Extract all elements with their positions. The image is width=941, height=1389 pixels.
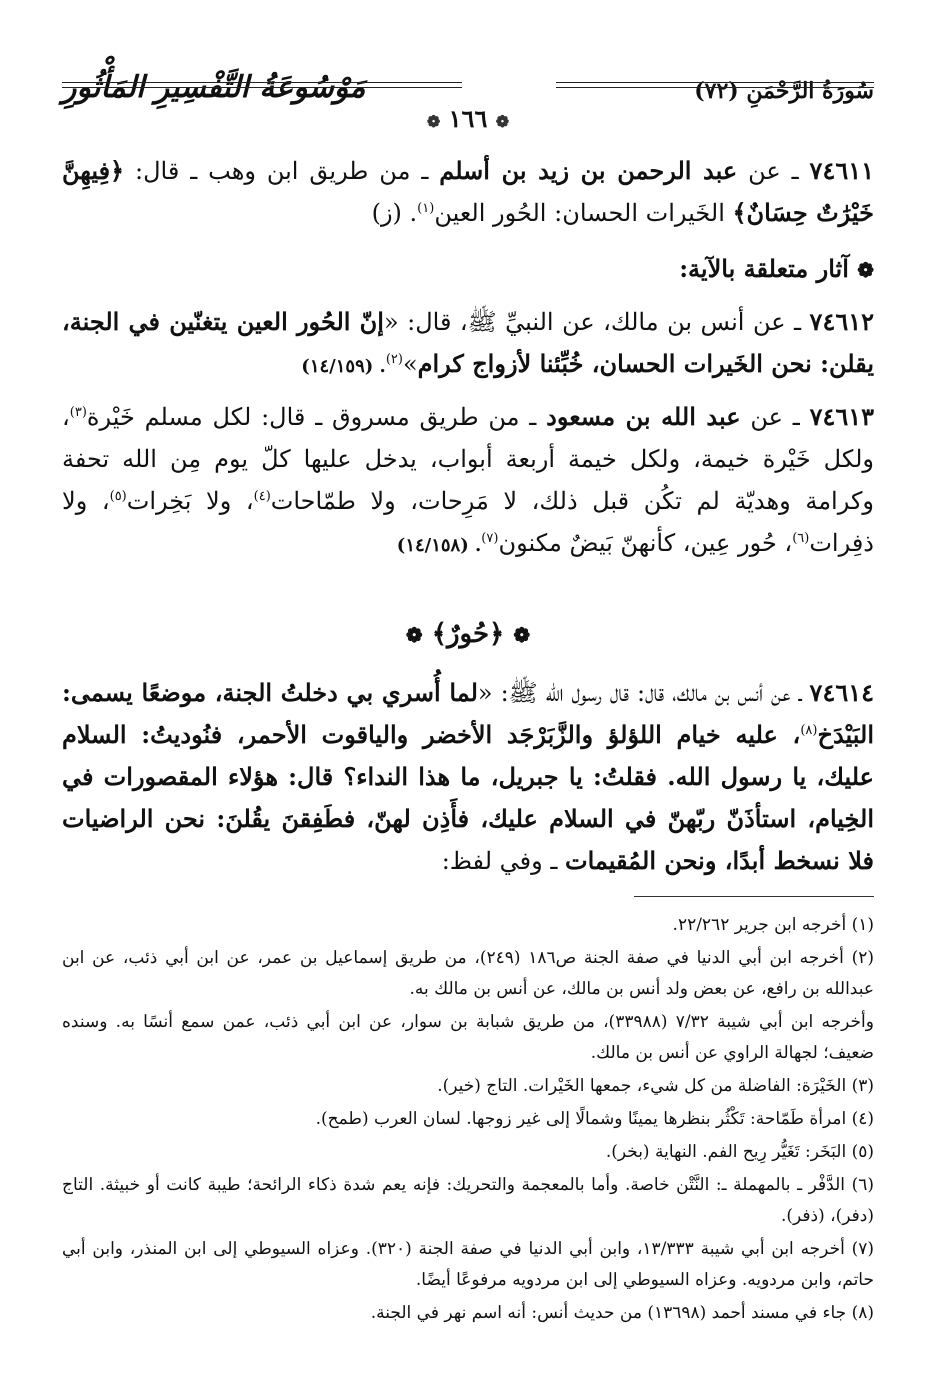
text: ـ من طريق مسروق ـ قال: لكل مسلم خَيْرة: [86, 403, 547, 431]
narration-number: ٧٤٦١٤: [809, 678, 874, 707]
text: . (ز): [371, 199, 418, 227]
narration-74611: [62, 150, 874, 234]
footnote-marker: (١): [417, 201, 435, 216]
text: ـ عن: [740, 403, 810, 431]
narration-number: ٧٤٦١٣: [809, 402, 875, 431]
ornament-icon: ❁: [405, 623, 423, 647]
divider-word: ﴿حُورٌ﴾: [431, 619, 505, 649]
narrator-name: عبد الله بن مسعود: [546, 402, 741, 431]
text: ـ عن: [737, 157, 810, 185]
surah-title: سُورَةُ الرَّحْمَنِ (٧٢): [694, 78, 874, 104]
footnote: (٣) الخَيْرَة: الفاضلة من كل شيء، جمعها الخَيْرات. التاج (خير).: [437, 1076, 874, 1096]
text: ـ وفي لفظ:: [441, 847, 565, 875]
footnote: (٨) جاء في مسند أحمد (١٣٦٩٨) من حديث أنس: أنه اسم نهر في الجنة.: [370, 1303, 874, 1323]
narration-number: ٧٤٦١٢: [809, 307, 874, 336]
footnote-marker: (٤): [253, 489, 271, 504]
book-title: مَوْسُوعَةُ التَّفْسِيرِ المَأْثُورِ: [62, 70, 366, 105]
page-header: [62, 70, 874, 133]
ornament-icon: ❁: [857, 258, 874, 282]
footnote-marker: (٢): [385, 352, 403, 367]
volume-reference: . (١٤/١٥٨): [396, 535, 482, 556]
quran-verse: ﴿فِيهِنَّ خَيْرَٰتٌ حِسَانٌ﴾: [62, 156, 874, 227]
hadith-text: لما أُسري بي دخلتُ الجنة، موضعًا يسمى: البَيْدَخ: [62, 678, 875, 749]
footnote-separator: [634, 896, 874, 897]
narration-74612: [62, 301, 874, 388]
footnote-marker: (٨): [800, 723, 818, 738]
text: ـ من طريق ابن وهب ـ قال:: [124, 157, 440, 185]
footnote: (٦) الدَّفْر ـ بالمهملة ـ: النَّتْن خاصة. وأما بالمعجمة والتحريك: فإنه يعم شدة ذكاء الرائحة؛ طيبة كانت أو خبيثة. التاج (دفر)، (ذفر).: [62, 1175, 874, 1226]
footnote: (٧) أخرجه ابن أبي شيبة ١٣/٣٣٣، وابن أبي الدنيا في صفة الجنة (٣٢٠). وعزاه السيوطي إلى ابن المنذر، وابن أبي حاتم، وابن مردويه. وعزاه السيوطي إلى ابن مردويه مرفوعًا أيضًا.: [62, 1239, 874, 1290]
footnote-marker: (٣): [69, 405, 87, 420]
text: ، حُور عِين، كأنهنّ بَيضٌ مكنون: [498, 529, 793, 557]
text: الخَيرات الحسان: الحُور العين: [434, 199, 733, 227]
narration-74614: [62, 672, 874, 882]
narration-74613: [62, 396, 874, 567]
footnotes: [62, 910, 874, 1331]
header-rule-right: [556, 82, 874, 88]
text: ، ولا بَخِرات: [126, 487, 254, 515]
ornament-icon: ❁: [495, 112, 510, 131]
footnote: وأخرجه ابن أبي شيبة ٧/٣٢ (٣٣٩٨٨)، من طريق شبابة بن سوار، عن ابن أبي ذئب، عمن سمع أنسًا به. وسنده ضعيف؛ لجهالة الراوي عن أنس بن مالك.: [62, 1012, 874, 1063]
footnote: (٤) امرأة طَمّاحة: تَكْثُر بنظرها يمينًا وشمالًا إلى غير زوجها. لسان العرب (طمح).: [315, 1109, 874, 1129]
page-number: ١٦٦: [448, 104, 488, 133]
main-text: [62, 150, 874, 890]
text: »: [402, 350, 418, 378]
book-page: [62, 70, 874, 1370]
volume-reference: . (١٤/١٥٩): [301, 356, 386, 377]
page-number-box: [417, 104, 519, 133]
footnote: (٢) أخرجه ابن أبي الدنيا في صفة الجنة ص١٨٦ (٢٤٩)، من طريق إسماعيل بن عمر، عن ابن أبي ذئب، عن ابن عبدالله بن رافع، عن بعض ولد أنس بن مالك، عن أنس بن مالك به.: [62, 948, 874, 999]
hadith-text: إنّ الحُور العين يتغنّين في الجنة، يقلن: نحن الخَيرات الحسان، خُبِّئنا لأزواج كرام: [62, 307, 874, 378]
narration-number: ٧٤٦١١: [809, 156, 874, 185]
header-rule-left: [62, 82, 462, 88]
footnote-marker: (٥): [109, 489, 127, 504]
footnote: (١) أخرجه ابن جرير ٢٢/٢٦٢.: [672, 915, 874, 935]
hadith-text: ، عليه خيام اللؤلؤ والزَّبَرْجَد الأخضر والياقوت الأحمر، فنُوديتُ: السلام عليك، يا رسول الله. فقلتُ: يا جبريل، ما هذا النداء؟ قال: هؤلاء المقصورات في الخِيام، استأذَنّ ربّهنّ في السلام عليك، فأَذِن لهنّ، فطَفِقنَ يقُلنَ: نحن الراضيات فلا نسخط أبدًا، ونحن المُقيمات: [62, 720, 875, 875]
text: ـ عن أنس بن مالك، قال: قال رسول الله ﷺ: «: [477, 679, 810, 707]
footnote: (٥) البَخَر: تَغَيُّر رِيح الفم. النهاية (بخر).: [605, 1142, 874, 1162]
section-heading: [62, 248, 874, 291]
text: ـ عن أنس بن مالك، عن النبيِّ ﷺ، قال: «: [383, 308, 810, 336]
footnote-marker: (٦): [792, 531, 810, 546]
text: ، ولكل خَيْرة خيمة، ولكل خيمة أربعة أبواب، يدخل عليها كلّ يوم مِن الله تحفة وكرامة وهديّة لم تكُن قبل ذلك، لا مَرِحات، ولا طمّاحات: [62, 403, 874, 515]
narrator-name: عبد الرحمن بن زيد بن أسلم: [439, 156, 738, 185]
ornament-icon: ❁: [426, 112, 441, 131]
footnote-marker: (٧): [481, 531, 499, 546]
section-title: آثار متعلقة بالآية:: [679, 254, 849, 283]
text: ، ولا ذفِرات: [62, 487, 874, 557]
ornament-icon: ❁: [513, 623, 531, 647]
word-divider: [62, 613, 874, 656]
